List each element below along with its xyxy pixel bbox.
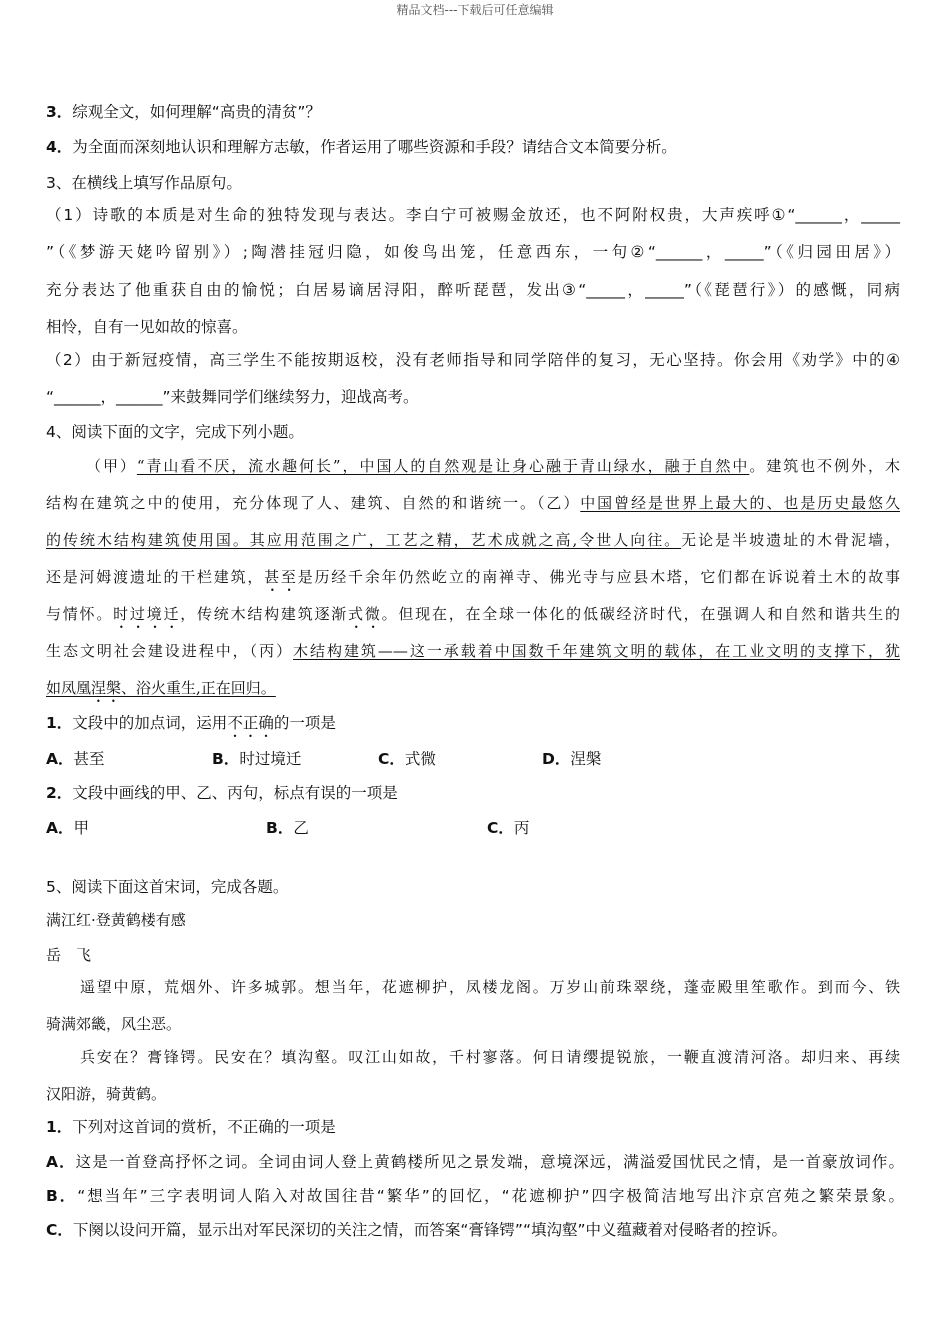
question-4-1: 1．文段中的加点词，运用不正确的一项是 xyxy=(46,714,336,732)
option-c[interactable]: C．丙 xyxy=(487,819,530,837)
option-d[interactable]: D．涅槃 xyxy=(542,750,602,768)
poem-stanza2-line2: 汉阳游，骑黄鹤。 xyxy=(46,1085,167,1103)
section-3-para1-line1: （1）诗歌的本质是对生命的独特发现与表达。李白宁可被赐金放还，也不阿附权贵，大声疾呼①“______，_____ xyxy=(46,206,900,224)
underlined-sentence-yi-cont: 的传统木结构建筑使用国。其应用范围之广，工艺之精，艺术成就之高,令世人向往。 xyxy=(46,531,682,549)
poem-stanza1-line1: 遥望中原，荒烟外、许多城郭。想当年，花遮柳护，凤楼龙阁。万岁山前珠翠绕，蓬壶殿里笙歌作。到而今、铁 xyxy=(80,978,900,996)
question-text: 综观全文，如何理解“高贵的清贫”？ xyxy=(72,103,321,121)
passage-line-4: 还是河姆渡遗址的干栏建筑，甚至是历经千余年仍然屹立的南禅寺、佛光寺与应县木塔，它们都在诉说着土木的故事 xyxy=(46,568,900,586)
underlined-sentence-jia: “青山看不厌，流水趣何长”，中国人的自然观是让身心融于青山绿水，融于自然中 xyxy=(136,457,750,475)
question-number: 4． xyxy=(46,138,73,156)
option-b[interactable]: B．乙 xyxy=(266,819,309,837)
question-text: 为全面而深刻地认识和理解方志敏，作者运用了哪些资源和手段？请结合文本简要分析。 xyxy=(72,138,677,156)
poem-stanza1-line2: 骑满郊畿，风尘恶。 xyxy=(46,1015,182,1033)
passage-line-6: 生态文明社会建设进程中，（丙）木结构建筑——这一承载着中国数千年建筑文明的载体，在工业文明的支撑下，犹 xyxy=(46,642,900,660)
section-3-para2-line1: （2）由于新冠疫情，高三学生不能按期返校，没有老师指导和同学陪伴的复习，无心坚持。你会用《劝学》中的④ xyxy=(46,351,900,369)
emphasis-not-correct: 不正确 xyxy=(227,714,274,732)
section-3-para1-line2: ”（《梦游天姥吟留别》）;陶潜挂冠归隐，如俊鸟出笼，任意西东，一句②“______，_____”（《归园田居》） xyxy=(46,243,900,261)
underlined-sentence-bing: 木结构建筑——这一承载着中国数千年建筑文明的载体，在工业文明的支撑下，犹 xyxy=(293,642,900,660)
passage-line-2: 结构在建筑之中的使用，充分体现了人、建筑、自然的和谐统一。（乙）中国曾经是世界上最大的、也是历史最悠久 xyxy=(46,494,900,512)
question-number: 3． xyxy=(46,103,73,121)
poem-title: 满江红·登黄鹤楼有感 xyxy=(46,911,186,929)
section-5-title: 5、阅读下面这首宋词，完成各题。 xyxy=(46,878,289,896)
option-a[interactable]: A．这是一首登高抒怀之词。全词由词人登上黄鹤楼所见之景发端，意境深远，满溢爱国忧民之情，是一首豪放词作。 xyxy=(46,1153,904,1171)
section-4-title: 4、阅读下面的文字，完成下列小题。 xyxy=(46,423,304,441)
passage-line-5: 与情怀。时过境迁，传统木结构建筑逐渐式微。但现在，在全球一体化的低碳经济时代，在强调人和自然和谐共生的 xyxy=(46,605,900,623)
option-c[interactable]: C．下阕以设问开篇，显示出对军民深切的关注之情，而答案“膏锋锷”“填沟壑”中义蕴藏着对侵略者的控诉。 xyxy=(46,1221,788,1239)
option-b[interactable]: B．“想当年”三字表明词人陷入对故国往昔“繁华”的回忆，“花遮柳护”四字极简洁地写出汴京宫苑之繁荣景象。 xyxy=(46,1187,904,1205)
underlined-sentence-yi: 中国曾经是世界上最大的、也是历史最悠久 xyxy=(580,494,900,512)
option-c[interactable]: C．式微 xyxy=(378,750,436,768)
passage-line-3: 的传统木结构建筑使用国。其应用范围之广，工艺之精，艺术成就之高,令世人向往。无论是半坡遗址的木骨泥墙， xyxy=(46,531,900,549)
dotted-word: 涅槃 xyxy=(91,679,122,697)
poem-author: 岳 飞 xyxy=(46,946,92,964)
poem-stanza2-line1: 兵安在？膏锋锷。民安在？填沟壑。叹江山如故，千村寥落。何日请缨提锐旅，一鞭直渡清河洛。却归来、再续 xyxy=(80,1048,900,1066)
option-a[interactable]: A．甚至 xyxy=(46,750,105,768)
question-4-2: 2．文段中画线的甲、乙、丙句，标点有误的一项是 xyxy=(46,784,398,802)
dotted-word: 式微 xyxy=(348,605,382,623)
section-3-para1-line4: 相怜，自有一见如故的惊喜。 xyxy=(46,318,248,336)
section-3-para1-line3: 充分表达了他重获自由的愉悦；白居易谪居浔阳，醉听琵琶，发出③“_____，_____”（《琵琶行》）的感慨，同病 xyxy=(46,281,900,299)
question-5-1: 1．下列对这首词的赏析，不正确的一项是 xyxy=(46,1118,336,1136)
option-a[interactable]: A．甲 xyxy=(46,819,90,837)
section-3-title: 3、在横线上填写作品原句。 xyxy=(46,174,242,192)
question-4 xyxy=(46,137,677,157)
section-3-para2-line2: “______，______”来鼓舞同学们继续努力，迎战高考。 xyxy=(46,388,419,406)
dotted-word: 甚至 xyxy=(264,568,298,586)
option-b[interactable]: B．时过境迁 xyxy=(212,750,302,768)
dotted-word: 时过境迁 xyxy=(113,605,181,623)
passage-line-7: 如凤凰涅槃、浴火重生,正在回归。 xyxy=(46,679,276,697)
page-header: 精品文档---下载后可任意编辑 xyxy=(396,3,554,17)
passage-line-1: （甲）“青山看不厌，流水趣何长”，中国人的自然观是让身心融于青山绿水，融于自然中。建筑也不例外，木 xyxy=(86,457,900,475)
question-3 xyxy=(46,102,321,122)
